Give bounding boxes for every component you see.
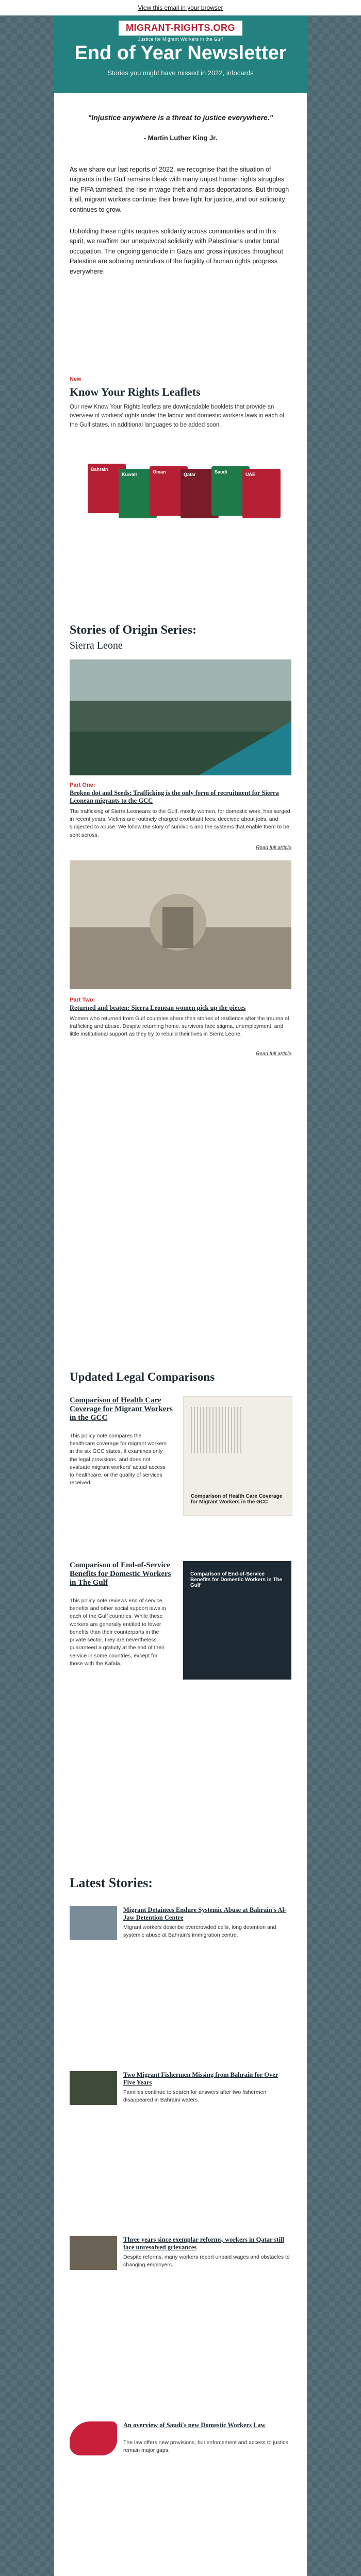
top-bar bbox=[0, 0, 361, 15]
part2-desc: Women who returned from Gulf countries share their stories of resilience after the trauma of trafficking and abuse. Despite returning home, survivors face stigma, unemployment, and little institutional support as they try to rebuild their lives in Sierra Leone. bbox=[70, 1015, 289, 1038]
comparison-1-desc: This policy note compares the healthcare coverage for migrant workers in the six GCC states. It examines only the legal provisions, and does not evaluate migrant workers' actual access to healthcare, or the quality of services received. bbox=[70, 1433, 167, 1486]
comparison-1-card[interactable] bbox=[183, 1396, 292, 1516]
map-saudi-thumbnail[interactable] bbox=[70, 2421, 117, 2455]
logo-subtitle: Justice for Migrant Workers in the Gulf bbox=[138, 37, 223, 42]
newsletter-header bbox=[54, 15, 307, 93]
origin-photo-2[interactable] bbox=[70, 860, 291, 989]
origin-title: Stories of Origin Series: bbox=[70, 623, 196, 637]
story-title[interactable]: Two Migrant Fishermen Missing from Bahrain for Over Five Years bbox=[123, 2071, 278, 2086]
origin-subtitle: Sierra Leone bbox=[70, 640, 123, 651]
logo-text: MIGRANT-RIGHTS.ORG bbox=[119, 21, 242, 36]
comparison-1-card-text: Comparison of Health Care Coverage for Migrant Workers in the GCC bbox=[191, 1494, 283, 1505]
part1-desc: The trafficking of Sierra Leoneans to the Gulf, mostly women, for domestic work, has surged in recent years. Victims are routinely charged exorbitant fees, deceived about jobs, and subjected to abuse. We follow the story of survivors and the systems that enable them to be sent across. bbox=[70, 808, 290, 838]
quote-author: - Martin Luther King Jr. bbox=[143, 134, 218, 142]
story-thumbnail[interactable] bbox=[70, 2236, 117, 2270]
hero-title: End of Year Newsletter bbox=[74, 42, 287, 64]
latest-stories-section bbox=[54, 1855, 307, 2576]
story-item bbox=[70, 2236, 291, 2391]
story-thumbnail[interactable] bbox=[70, 2071, 117, 2105]
part1-read-more[interactable]: Read full article bbox=[256, 845, 291, 851]
part1-title[interactable]: Broken dot and Seeds: Trafficking is the only form of recruitment for Sierra Leonean migrants to the GCC bbox=[70, 789, 279, 804]
leaflet-card[interactable]: Saudi bbox=[211, 466, 250, 516]
story-title[interactable]: An overview of Saudi's new Domestic Workers Law bbox=[123, 2421, 266, 2429]
intro-quote: "Injustice anywhere is a threat to justice everywhere." bbox=[88, 113, 273, 122]
intro-paragraph-1: As we share our last reports of 2022, we recognise that the situation of migrants in the Gulf remains bleak with many unjust human rights struggles: the FIFA tarnished, the rise in wage theft and mass deportations. But through it all, migrant workers continue their brave fight for justice, and our solidarity continues to grow. bbox=[70, 166, 289, 213]
story-desc: The law offers new provisions, but enforcement and access to justice remain major gaps. bbox=[123, 2439, 289, 2453]
story-item bbox=[70, 2071, 291, 2226]
brand-logo[interactable] bbox=[54, 21, 307, 42]
part1-label: Part One: bbox=[70, 782, 95, 788]
city-image bbox=[70, 860, 291, 989]
leaflets-label: New bbox=[70, 376, 81, 382]
story-desc: Migrant workers describe overcrowded cells, long detention and systemic abuse at Bahrain's immigration centre. bbox=[123, 1924, 276, 1938]
intro-section bbox=[54, 93, 307, 361]
latest-title: Latest Stories: bbox=[70, 1875, 153, 1890]
part2-label: Part Two: bbox=[70, 997, 95, 1003]
leaflets-section bbox=[54, 361, 307, 603]
comparison-2-card-text: Comparison of End-of-Service Benefits for Domestic Workers in The Gulf bbox=[190, 1571, 283, 1588]
comparison-2-title[interactable]: Comparison of End-of-Service Benefits for Domestic Workers in The Gulf bbox=[70, 1561, 171, 1587]
story-desc: Despite reforms, many workers report unpaid wages and obstacles to changing employers. bbox=[123, 2254, 290, 2268]
leaflet-card[interactable]: UAE bbox=[242, 469, 281, 518]
leaflet-card[interactable]: Oman bbox=[150, 466, 188, 516]
landscape-image bbox=[70, 659, 291, 775]
story-item bbox=[70, 1906, 291, 2061]
part2-title[interactable]: Returned and beaten: Sierra Leonean women pick up the pieces bbox=[70, 1004, 246, 1011]
story-thumbnail[interactable] bbox=[70, 1906, 117, 1940]
story-item bbox=[70, 2421, 291, 2576]
comparison-2-card[interactable] bbox=[183, 1561, 291, 1680]
intro-paragraph-2: Upholding these rights requires solidarity across communities and in this spirit, we reaffirm our unequivocal solidarity with Palestinians under brutal occupation. The ongoing genocide in Gaza and gross injustices throughout Palestine are sobering reminders of the fragility of human rights progress everywhere. bbox=[70, 228, 283, 275]
comparison-1-title[interactable]: Comparison of Health Care Coverage for Migrant Workers in the GCC bbox=[70, 1396, 173, 1422]
leaflet-card[interactable]: Bahrain bbox=[88, 464, 126, 513]
leaflets-desc: Our new Know Your Rights leaflets are downloadable booklets that provide an overview of workers' rights under the labour and domestic workers laws in each of the Gulf states, in additional languages to be added soon. bbox=[70, 404, 285, 428]
comparisons-section bbox=[54, 1340, 307, 1855]
leaflet-card[interactable]: Kuwait bbox=[119, 469, 157, 518]
comparison-1-art bbox=[191, 1407, 242, 1453]
story-desc: Families continue to search for answers after two fishermen disappeared in Bahraini waters. bbox=[123, 2089, 267, 2103]
story-title[interactable]: Migrant Detainees Endure Systemic Abuse at Bahrain's Al-Jaw Detention Centre bbox=[123, 1906, 287, 1921]
origin-section bbox=[54, 603, 307, 1340]
story-title[interactable]: Three years since exemplar reforms, workers in Qatar still face unresolved grievances bbox=[123, 2236, 284, 2251]
comparisons-title: Updated Legal Comparisons bbox=[70, 1370, 215, 1383]
origin-photo-1[interactable] bbox=[70, 659, 291, 775]
comparison-2-desc: This policy note reviews end of service benefits and other social support laws in each of the Gulf countries. While these workers are generally entitled to fewer benefits than their counterparts in the private sector, they are nevertheless guaranteed a gratuity at the end of their service in some countries, except for those with the Kafala. bbox=[70, 1598, 166, 1667]
leaflet-card[interactable]: Qatar bbox=[180, 469, 219, 518]
hero-subtitle: Stories you might have missed in 2022, infocards bbox=[107, 69, 254, 77]
part2-read-more[interactable]: Read full article bbox=[256, 1051, 291, 1057]
view-in-browser-link[interactable]: View this email in your browser bbox=[138, 4, 223, 11]
leaflets-title: Know Your Rights Leaflets bbox=[70, 385, 201, 398]
